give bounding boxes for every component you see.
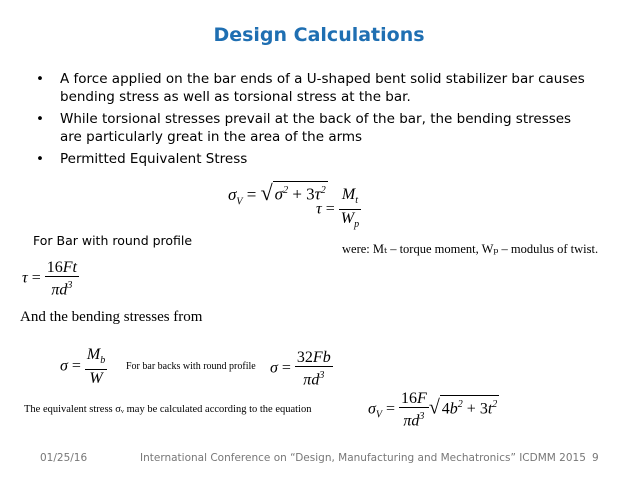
torsion-stress-formula: τ = $\frac{M_t}{W_p}$	[316, 186, 360, 231]
round-torsion-formula: τ = $\frac{16Ft}{\pi d^3}$	[22, 259, 77, 299]
footer-conference: International Conference on “Design, Manufacturing and Mechatronics” ICDMM 2015	[140, 452, 586, 464]
bullet-item	[34, 150, 594, 168]
bullet-item	[34, 70, 594, 106]
round-bending-formula: σ = $\frac{32Fb}{\pi d^3}$	[270, 349, 331, 389]
bullet-list	[34, 70, 594, 172]
bullet-text: A force applied on the bar ends of a U-shaped bent solid stabilizer bar causes bending stress as well as torsional stress at the bar.	[60, 71, 585, 105]
bullet-item	[34, 110, 594, 146]
equivalent-stress-text: The equivalent stress σᵥ may be calculated according to the equation	[24, 404, 312, 415]
round-profile-label: For Bar with round profile	[33, 233, 193, 248]
bullet-dot: •	[36, 71, 44, 87]
footer-date: 01/25/16	[40, 452, 88, 464]
bullet-text: Permitted Equivalent Stress	[60, 151, 248, 167]
final-equivalent-formula: $\sigma_V$ = $\frac{16F}{\pi d^3}$ √ $4b^2 + 3t^2$	[368, 390, 498, 430]
bullet-dot: •	[36, 111, 44, 127]
bending-heading: And the bending stresses from	[20, 309, 203, 325]
bar-backs-label: For bar backs with round profile	[126, 361, 256, 372]
footer-page-number: 9	[592, 452, 599, 464]
equivalent-stress-formula: $\sigma_V$ = √ $\sigma^2 + 3\tau^2$	[228, 180, 326, 208]
bullet-dot: •	[36, 151, 44, 167]
slide-title: Design Calculations	[213, 24, 425, 46]
bullet-text: While torsional stresses prevail at the back of the bar, the bending stresses are particularly great in the area of the arms	[60, 111, 572, 145]
bending-stress-formula: σ = $\frac{M_b}{W}$	[60, 346, 106, 388]
where-definition: were: Mₜ – torque moment, Wₚ – modulus of twist.	[342, 242, 599, 256]
